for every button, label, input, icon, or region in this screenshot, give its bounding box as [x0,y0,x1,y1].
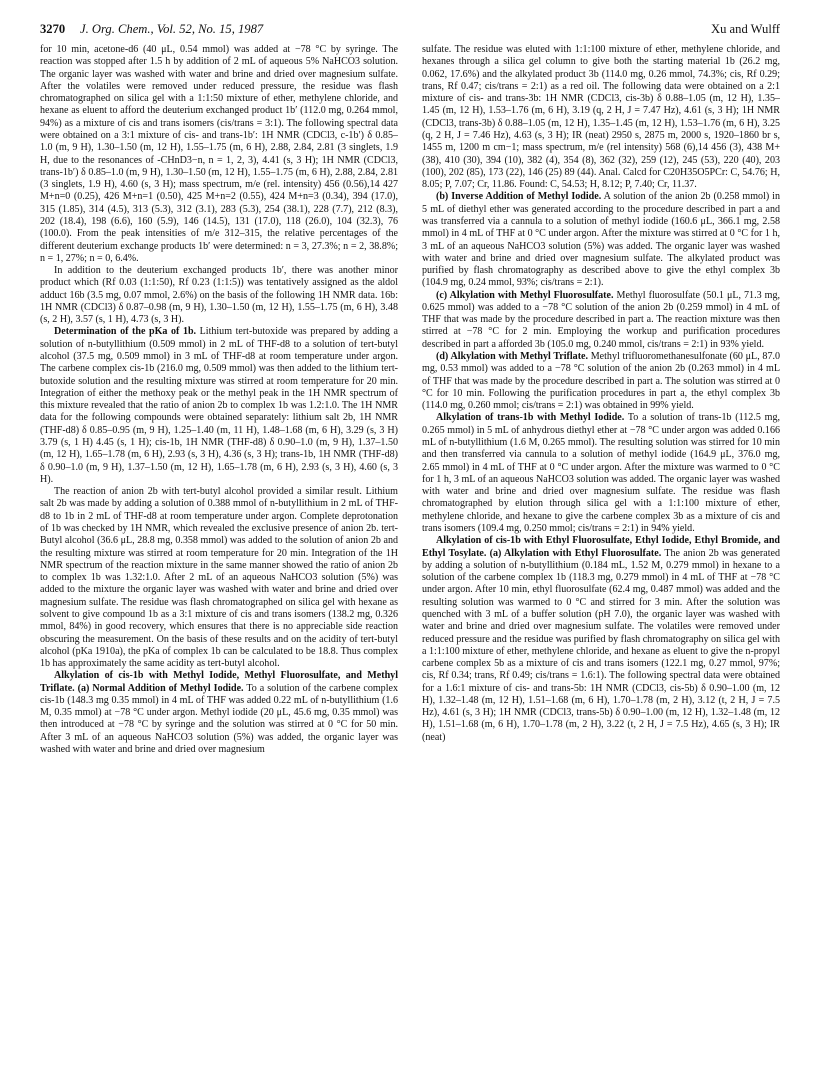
section-heading: Alkylation of cis-1b with Ethyl Fluorosulfate, Ethyl Iodide, Ethyl Bromide, and Ethyl Tosylate. (a) Alkylation with Ethyl Fluorosulfate. [422,535,780,559]
paragraph [40,44,398,265]
paragraph-text: A solution of the anion 2b (0.258 mmol) in 5 mL of diethyl ether was generated according to the procedure described in part a and was transferred via a cannula to a solution of methyl iodide (160.6 μL, 366.1 mg, 2.58 mmol) in 4 mL of THF at 0 °C under argon. After the mixture was stirred at 0 °C for 1 h, 3 mL of an aqueous NaHCO3 solution (5%) was added. The organic layer was washed with water and brine and dried over magnesium sulfate. The alkylated product was purified by flash chromatography as described above to give the ethyl complex 3b (104.9 mg, 0.24 mmol, 93%; cis/trans = 2:1). [422,191,780,289]
paragraph-text: In addition to the deuterium exchanged products 1b′, there was another minor product which (Rf 0.03 (1:1:50), Rf 0.23 (1:1:5)) was tentatively assigned as the aldol adduct 16b (3.5 mg, 0.07 mmol, 2.6%) on the basis of the following 1H NMR data. 16b: 1H NMR (CDCl3) δ 0.87–0.98 (m, 9 H), 1.30–1.50 (m, 12 H), 1.55–1.75 (m, 6 H), 3.48 (s, 2 H), 3.57 (s, 1 H), 4.73 (s, 3 H). [40,265,398,326]
running-authors: Xu and Wulff [711,22,780,36]
section-heading: Alkylation of trans-1b with Methyl Iodide. [436,412,625,424]
paragraph-text: The anion 2b was generated by adding a solution of n-butyllithium (0.184 mL, 1.52 M, 0.279 mmol) in hexane to a solution of the carbene complex 1b (118.3 mg, 0.279 mmol) in 4 mL of THF at −78 °C under argon. After 10 min, ethyl fluorosulfate (62.4 mg, 0.487 mmol) was added and the resulting solution was warmed to 0 °C and stirred for 3 min. After the solution was quenched with 3 mL of a buffer solution (pH 7.0), the organic layer was washed with water and brine and dried over magnesium sulfate. The volatiles were removed under reduced pressure and the residue was purified by flash chromatography on silica gel with a 1:1:100 mixture of ether, methylene chloride, and hexane as eluent to give the n-propyl carbene complex 5b as a mixture of cis and trans isomers (122.1 mg, 0.27 mmol, 97%; cis, Rf 0.34; trans, Rf 0.49; cis/trans = 1.6:1). The following spectral data were obtained for a 1.6:1 mixture of cis- and trans-5b: 1H NMR (CDCl3, cis-5b) δ 0.90–1.00 (m, 12 H), 1.32–1.48 (m, 12 H), 1.51–1.68 (m, 6 H), 1.70–1.78 (m, 2 H), 3.12 (t, 2 H, J = 7.5 Hz), 4.61 (s, 3 H); 1H NMR (CDCl3, trans-5b) δ 0.90–1.00 (m, 12 H), 1.32–1.48 (m, 12 H), 1.51–1.68 (m, 6 H), 1.70–1.78 (m, 2 H), 3.22 (t, 2 H, J = 7.5 Hz), 4.65 (s, 3 H); IR (neat) [422,547,780,743]
paragraph [40,486,398,670]
paragraph [422,351,780,412]
left-column [40,44,398,1056]
section-heading: Alkylation of cis-1b with Methyl Iodide, Methyl Fluorosulfate, and Methyl Triflate. (a) Normal Addition of Methyl Iodide. [40,670,398,694]
paragraph [40,326,398,486]
paragraph [422,535,780,744]
paragraph-text: sulfate. The residue was eluted with 1:1:100 mixture of ether, methylene chloride, and hexanes through a silica gel column to give both the starting material 1b (26.2 mg, 0.062, 17.6%) and the alkylated product 3b (114.0 mg, 0.26 mmol, 74.3%; cis, Rf 0.29; trans, Rf 0.47; cis/trans = 2:1) as a red oil. The following data were obtained on a 2:1 mixture of cis- and trans-3b: 1H NMR (CDCl3, cis-3b) δ 0.88–1.05 (m, 12 H), 1.35–1.45 (m, 12 H), 1.53–1.76 (m, 6 H), 3.19 (q, 2 H, J = 7.47 Hz), 4.61 (s, 3 H); 1H NMR (CDCl3, trans-3b) δ 0.88–1.05 (m, 12 H), 1.35–1.45 (m, 12 H), 1.53–1.76 (m, 6 H), 3.25 (q, 2 H, J = 7.46 Hz), 4.63 (s, 3 H); IR (neat) 2950 s, 2875 m, 2000 s, 1920–1860 br s, 1455 m, 1200 m cm−1; mass spectrum, m/e (rel intensity) 568 (6),14 456 (3), 438 M+ (38), 410 (30), 394 (10), 382 (4), 354 (8), 362 (32), 259 (12), 245 (53), 220 (40), 203 (100), 202 (85), 173 (22), 146 (25) 89 (44). Anal. Calcd for C20H35O5PCr: C, 54.76; H, 8.05; P, 7.07; Cr, 11.86. Found: C, 54.53; H, 8.12; P, 7.40; Cr, 11.37. [422,44,780,191]
paragraph-text: To a solution of trans-1b (112.5 mg, 0.265 mmol) in 5 mL of anhydrous diethyl ether at −78 °C under argon was added 0.166 mL of n-butyllithium (1.6 M, 0.265 mmol). The resulting solution was stirred for 10 min and then transferred via cannula to a solution of methyl iodide (164.9 μL, 376.0 mg, 2.65 mmol) in 4 mL of THF at 0 °C under argon. After the mixture was warmed to 0 °C for 1 h, 3 mL of an aqueous NaHCO3 solution was added. The organic layer was washed with water and brine and dried over magnesium sulfate. The residue was flash chromatographed by elution through silica gel with a 1:1:100 mixture of ether, methylene chloride, and hexane to give the carbene complex 3b as a mixture of cis and trans isomers (109.4 mg, 0.250 mmol; cis/trans = 2:1) in 94% yield. [422,412,780,534]
paragraph [422,191,780,289]
section-heading: (d) Alkylation with Methyl Triflate. [436,351,589,363]
paragraph-text: Lithium tert-butoxide was prepared by adding a solution of n-butyllithium (0.509 mmol) in 2 mL of THF-d8 to a solution of tert-butyl alcohol (37.5 mg, 0.509 mmol) in 3 mL of THF-d8 at room temperature under argon. The carbene complex cis-1b (216.0 mg, 0.509 mmol) was then added to the lithium tert-butoxide solution and the resulting mixture was stirred at room temperature for 20 min. Integration of either the methoxy peak or the methyl peak in the 1H NMR spectrum of this mixture revealed that the ratio of anion 2b to complex 1b was 1.2:1.0. The 1H NMR data for the following compounds were obtained separately: lithium salt 2b, 1H NMR (THF-d8) δ 0.85–0.95 (m, 9 H), 1.25–1.40 (m, 11 H), 1.48–1.68 (m, 6 H), 3.29 (s, 3 H) 3.79 (s, 1 H) 4.45 (s, 1 H); cis-1b, 1H NMR (THF-d8) δ 0.90–1.0 (m, 9 H), 1.37–1.50 (m, 12 H), 1.65–1.78 (m, 6 H), 2.93 (s, 3 H), 4.36 (s, 3 H); trans-1b, 1H NMR (THF-d8) δ 0.90–1.0 (m, 9 H), 1.37–1.50 (m, 12 H), 1.65–1.78 (m, 6 H), 2.93 (s, 3 H), 4.60 (s, 3 H). [40,326,398,485]
paragraph [422,412,780,535]
paragraph [422,290,780,351]
running-header [40,22,780,38]
paragraph-text: To a solution of the carbene complex cis-1b (148.3 mg 0.35 mmol) in 4 mL of THF was added 0.22 mL of n-butyllithium (1.6 M, 0.35 mmol) at −78 °C under argon. Methyl iodide (20 μL, 45.6 mg, 0.35 mmol) was then introduced at −78 °C by syringe and the solution was stirred at 0 °C for 50 min. After 3 mL of an aqueous NaHCO3 solution (5%) was added, the organic layer was washed with water and brine and dried over magnesium [40,682,398,756]
section-heading: (b) Inverse Addition of Methyl Iodide. [436,191,602,203]
paragraph [40,265,398,326]
journal-citation: J. Org. Chem., Vol. 52, No. 15, 1987 [80,22,264,36]
page-number: 3270 [40,22,66,36]
paragraph-text: The reaction of anion 2b with tert-butyl alcohol provided a similar result. Lithium salt 2b was made by adding a solution of 0.388 mmol of n-butyllithium in 2 mL of THF-d8 to 1b in 2 mL of THF-d8 at room temperature under argon. Complete deprotonation of 1b was checked by 1H NMR, which revealed the exclusive presence of anion 2b. tert-Butyl alcohol (36.6 μL, 28.8 mg, 0.358 mmol) was added to the solution of anion 2b and the resulting mixture was stirred at room temperature for 20 min. Integration of the 1H NMR spectrum of the reaction mixture in the same manner showed the ratio of anion 2b to complex 1b was 1.32:1.0. After 2 mL of an aqueous NaHCO3 solution (5%) was added to the mixture the organic layer was washed with water and brine and dried over magnesium sulfate. The residue was flash chromatographed on silica gel with hexane as solvent to give compound 1b as a 3:1 mixture of cis and trans isomers (138.2 mg, 0.326 mmol, 84%) in good recovery, which ensures that there is no appreciable side reaction obscuring the measurement. On the basis of these results and on the acidity of tert-butyl alcohol (pKa 1910a), the pKa of complex 1b can be calculated to be 18.8. Thus complex 1b has approximately the same acidity as tert-butyl alcohol. [40,486,398,670]
right-column [422,44,780,1056]
paragraph [422,44,780,191]
paragraph-text: Methyl trifluoromethanesulfonate (60 μL, 87.0 mg, 0.53 mmol) was added to a −78 °C solution of the anion 2b (0.263 mmol) in 4 mL of THF that was made by the procedure described in part a. The solution was stirred at 0 °C for 10 min. Following the purification procedures in part a, the ethyl complex 3b (114.0 mg, 0.260 mmol; cis/trans = 2:1) was obtained in 99% yield. [422,351,780,412]
section-heading: Determination of the pKa of 1b. [54,326,197,338]
paragraph-text: Methyl fluorosulfate (50.1 μL, 71.3 mg, 0.625 mmol) was added to a −78 °C solution of the anion 2b (0.259 mmol) in 4 mL of THF that was made by the procedure described in part a. The reaction mixture was then stirred at −78 °C for 2 min. Employing the workup and purification procedures described in part a afforded 3b (105.0 mg, 0.240 mmol, cis/trans = 2:1) in 93% yield. [422,289,780,350]
section-heading: (c) Alkylation with Methyl Fluorosulfate. [436,289,614,301]
paragraph-text: for 10 min, acetone-d6 (40 μL, 0.54 mmol) was added at −78 °C by syringe. The reaction was stopped after 1.5 h by addition of 2 mL of aqueous 5% NaHCO3 solution. The organic layer was washed with water and brine and dried over magnesium sulfate. After the volatiles were removed under reduced pressure, the residue was flash chromatographed on silica gel with a 1:1:50 mixture of ether, methylene chloride, and hexane as eluent to afford the deuterium exchanged product 1b′ (112.0 mg, 0.264 mmol, 94%) as a mixture of cis and trans isomers (cis/trans = 3:1). The following spectral data were obtained on a 3:1 mixture of cis- and trans-1b′: 1H NMR (CDCl3, c-1b′) δ 0.85–1.0 (m, 9 H), 1.30–1.50 (m, 12 H), 1.55–1.75 (m, 6 H), 2.88, 2.84, 2.81 (3 singlets, 1.9 H, due to the resonances of -CHnD3−n, n = 1, 2, 3), 4.41 (s, 3 H); 1H NMR (CDCl3, trans-1b′) δ 0.85–1.0 (m, 9 H), 1.30–1.50 (m, 12 H), 1.55–1.75 (m, 6 H), 2.88, 2.84, 2.81 (3 singlets, 1.9 H), 4.60 (s, 3 H); mass spectrum, m/e (rel. intensity) 456 (0.56),14 427 M+n=0 (0.25), 426 M+n=1 (0.50), 425 M+n=2 (0.55), 424 M+n=3 (0.34), 394 (17.0), 315 (1.85), 314 (4.5), 313 (5.3), 312 (3.1), 283 (5.3), 254 (38.1), 228 (7.7), 212 (8.3), 202 (18.4), 198 (6.6), 160 (5.9), 146 (14.5), 131 (17.0), 118 (26.0), 104 (32.3), 76 (100.0). From the peak intensities of m/e 312–315, the relative percentages of the different deuterium exchange products 1b′ were determined: n = 3, 27.3%; n = 2, 38.8%; n = 1, 27%; n = 0, 6.4%. [40,44,398,264]
paragraph [40,670,398,756]
